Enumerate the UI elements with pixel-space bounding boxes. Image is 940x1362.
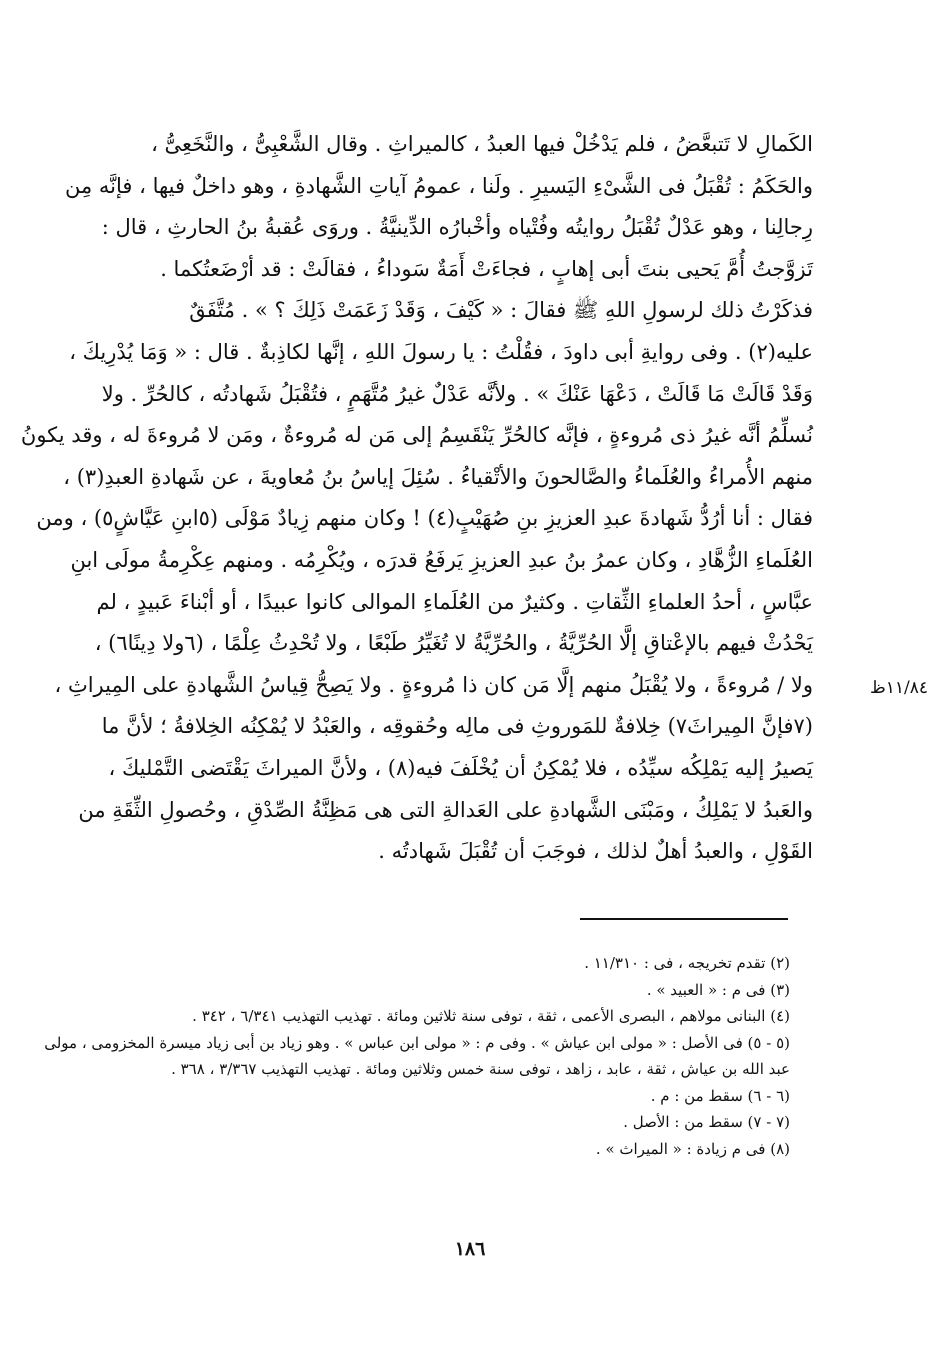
text-line: الكَمالِ لا تَتبعَّضُ ، فلم يَدْخُلْ فيها العبدُ ، كالميراثِ . وقال الشَّعْبِىُّ ، والنَّخَعِىُّ ، [151,132,813,156]
text-line: عبَّاسٍ ، أحدُ العلماءِ الثِّقاتِ . وكثيرٌ من العُلَماءِ الموالى كانوا عبيدًا ، أو أبْناءَ عَبيدٍ ، لم [96,589,813,614]
text-line: والحَكَمُ : تُقْبَلُ فى الشَّىْءِ اليَسيرِ . ولَنا ، عمومُ آياتِ الشَّهادةِ ، وهو داخلٌ فيها ، فإنَّه مِن [65,173,813,198]
text-line: فذكَرْتُ ذلك لرسولِ اللهِ ﷺ فقالَ : « كَيْفَ ، وَقَدْ زَعَمَتْ ذَلِكَ ؟ » . مُتَّفَقٌ [189,298,813,323]
footnote: (٤) البنانى مولاهم ، البصرى الأعمى ، ثقة ، توفى سنة ثلاثين ومائة . تهذيب التهذيب ٦/٣٤١ ، ٣٤٢ . [192,1007,790,1025]
footnote: (٧ - ٧) سقط من : الأصل . [623,1113,790,1131]
text-line: عليه(٢) . وفى روايةِ أبى داودَ ، فقُلْتُ : يا رسولَ اللهِ ، إنَّها لكاذِبةٌ . قال : « وَمَا يُدْرِيكَ ، [69,339,813,364]
text-line: رِجالِنا ، وهو عَدْلٌ تُقْبَلُ روايتُه وفُتْياه وأخْبارُه الدِّينيَّةُ . وروَى عُقبةُ بنُ الحارثِ ، قال : [101,215,813,240]
footnotes-block [44,950,790,1162]
text-line: فقال : أنا أرُدُّ شَهادةَ عبدِ العزيزِ بنِ صُهَيْبٍ(٤) ! وكان منهم زِيادٌ مَوْلَى (٥ابنِ عَيَّاشٍ٥) ، ومن [36,506,813,531]
footnote: (٨) فى م زيادة : « الميراث » . [595,1139,790,1158]
text-line: نُسلِّمُ أنَّه غيرُ ذى مُروءةٍ ، فإنَّه كالحُرِّ يَنْقَسِمُ إلى مَن له مُروءةٌ ، ومَن لا مُروءةَ له ، وقد يكونُ [20,423,813,448]
page-number: ١٨٦ [454,1238,486,1260]
footnote: (٥ - ٥) فى الأصل : « مولى ابن عياش » . وفى م : « مولى ابن عباس » . وهو زياد بن أبى زياد ميسرة المخزومى ، مولى [44,1033,790,1052]
margin-manuscript-reference: ١١/٨٤ظ [870,678,928,698]
footnote-separator [580,918,788,920]
text-line: يَصيرُ إليه يَمْلِكُه سيِّدُه ، فلا يُمْكِنُ أن يُخْلَفَ فيه(٨) ، ولأنَّ الميراثَ يَقْتَضى التَّمْليكَ ، [108,755,813,780]
text-line: (٧فإنَّ المِيراثَ٧) خِلافةٌ للمَوروثِ فى مالِه وحُقوقِه ، والعَبْدُ لا يُمْكِنُه الخِلافةُ ؛ لأنَّ ما [101,714,813,739]
footnote: (٦ - ٦) سقط من : م . [650,1086,790,1105]
text-line: تَزوَّجتُ أُمَّ يَحيى بنتَ أبى إهابٍ ، فجاءَتْ أَمَةٌ سَوداءُ ، فقالَتْ : قد أرْضَعتُكما . [160,256,813,281]
footnote: (٣) فى م : « العبيد » . [646,980,790,999]
text-line: منهم الأُمراءُ والعُلَماءُ والصَّالحونَ والأتْقياءُ . سُئِلَ إياسُ بنُ مُعاويةَ ، عن شَهادةِ العبدِ(٣) ، [63,464,813,489]
main-text-block [20,124,813,873]
text-line: القَوْلِ ، والعبدُ أهلٌ لذلك ، فوجَبَ أن تُقْبَلَ شَهادتُه . [378,839,813,864]
text-line: يَحْدُثْ فيهم بالإعْتاقِ إلَّا الحُرِّيَّةُ ، والحُرِّيَّةُ لا تُغَيِّرُ طَبْعًا ، ولا تُحْدِثُ عِلْمًا ، (٦ولا دِينًا٦) ، [94,631,813,656]
footnote: عبد الله بن عياش ، ثقة ، عابد ، زاهد ، توفى سنة خمس وثلاثين ومائة . تهذيب التهذيب ٣/٣٦٧ ، ٣٦٨ . [171,1060,790,1078]
text-line: العُلَماءِ الزُّهَّادِ ، وكان عمرُ بنُ عبدِ العزيزِ يَرفَعُ قدرَه ، ويُكْرِمُه . ومنهم عِكْرِمةُ مولَى ابنِ [70,547,813,572]
text-line: وَقَدْ قَالَتْ مَا قَالَتْ ، دَعْهَا عَنْكَ » . ولأنَّه عَدْلٌ غيرُ مُتَّهَمٍ ، فتُقْبَلُ شَهادتُه ، كالحُرِّ . ولا [101,381,813,406]
footnote: (٢) تقدم تخريجه ، فى : ١١/٣١٠ . [584,954,790,972]
text-line: ولا / مُروءةً ، ولا يُقْبَلُ منهم إلَّا مَن كان ذا مُروءةٍ . ولا يَصِحُّ قِياسُ الشَّهادةِ على المِيراثِ ، [54,672,813,697]
text-line: والعَبدُ لا يَمْلِكُ ، ومَبْنَى الشَّهادةِ على العَدالةِ التى هى مَظِنَّةُ الصِّدْقِ ، وحُصولِ الثِّقَةِ من [78,797,813,822]
